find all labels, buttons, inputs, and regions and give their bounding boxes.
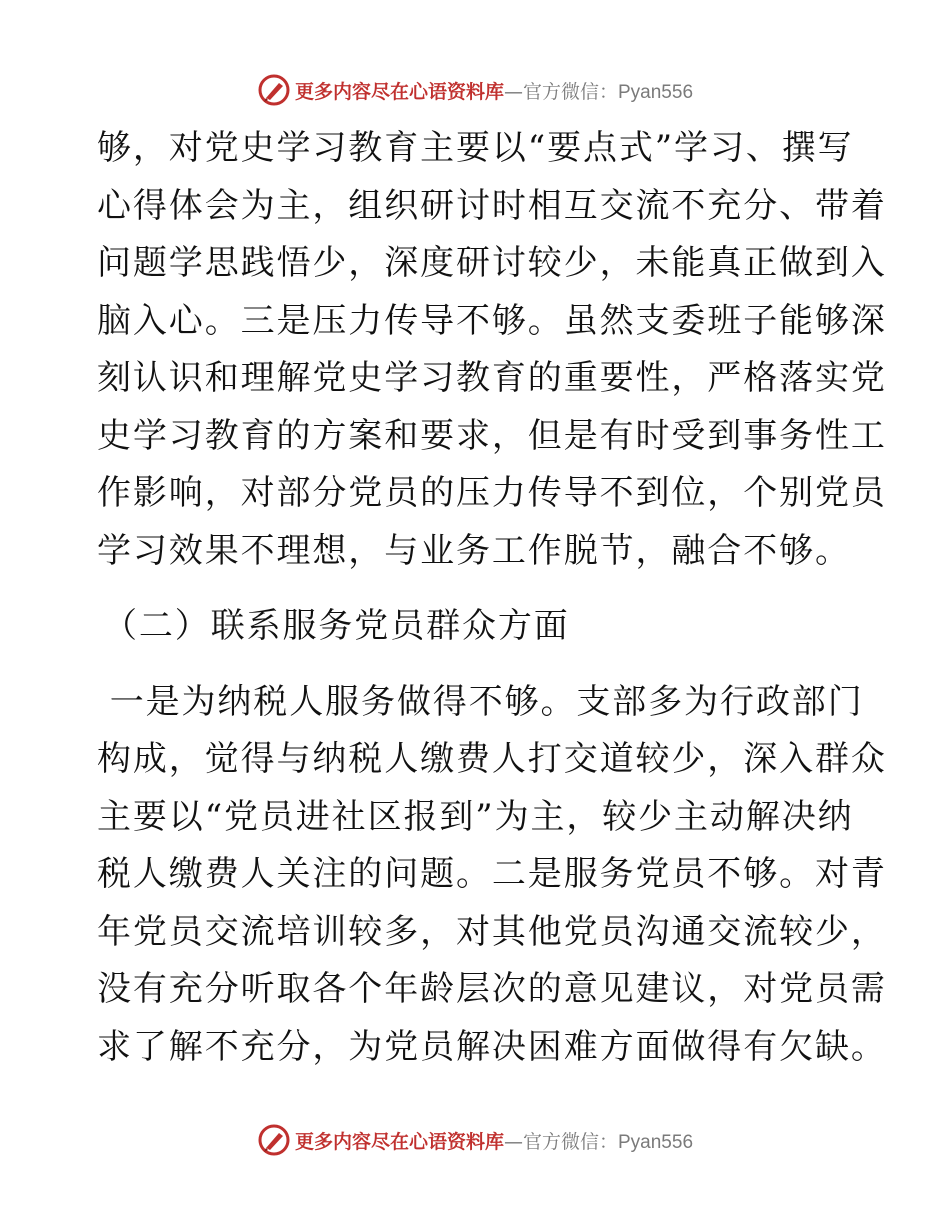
- text-line: 构成，觉得与纳税人缴费人打交道较少，深入群众: [97, 739, 887, 779]
- text-line: 学习效果不理想，与业务工作脱节，融合不够。: [97, 530, 851, 571]
- paragraph-study-education: [97, 120, 887, 580]
- text-line: 刻认识和理解党史学习教育的重要性，严格落实党: [97, 358, 887, 398]
- text-line: 没有充分听取各个年龄层次的意见建议，对党员需: [97, 969, 887, 1009]
- text-line: 够，对党史学习教育主要以“要点式”学习、撰写: [97, 128, 854, 168]
- banner-separator: —: [503, 80, 523, 103]
- banner-text: [295, 1127, 693, 1154]
- banner-promo-text: 更多内容尽在心语资料库: [294, 1130, 504, 1153]
- banner-promo-text: 更多内容尽在心语资料库: [294, 80, 504, 103]
- banner-text: [295, 77, 693, 104]
- banner-wechat-label: 官方微信：: [522, 80, 618, 103]
- banner-wechat-label: 官方微信：: [522, 1130, 618, 1153]
- text-line: 一是为纳税人服务做得不够。支部多为行政部门: [97, 681, 864, 722]
- pen-logo-icon: [257, 73, 291, 107]
- banner-wechat-id: Pyan556: [618, 81, 694, 103]
- text-line: 脑入心。三是压力传导不够。虽然支委班子能够深: [97, 300, 887, 341]
- text-line: 主要以“党员进社区报到”为主，较少主动解决纳: [97, 796, 854, 837]
- text-line: 年党员交流培训较多，对其他党员沟通交流较少，: [97, 911, 887, 952]
- text-line: 作影响，对部分党员的压力传导不到位，个别党员: [97, 473, 887, 513]
- paragraph-serve-members: [97, 674, 887, 1077]
- document-body: [97, 120, 887, 1076]
- text-line: 问题学思践悟少，深度研讨较少，未能真正做到入: [97, 243, 887, 283]
- banner-separator: —: [503, 1130, 523, 1153]
- text-line: 求了解不充分，为党员解决困难方面做得有欠缺。: [97, 1026, 887, 1067]
- header-watermark-banner: [0, 68, 950, 112]
- pen-logo-icon: [257, 1123, 291, 1157]
- banner-wechat-id: Pyan556: [618, 1131, 694, 1153]
- text-line: 史学习教育的方案和要求，但是有时受到事务性工: [97, 415, 887, 456]
- text-line: 心得体会为主，组织研讨时相互交流不充分、带着: [97, 185, 887, 226]
- section-heading: （二）联系服务党员群众方面: [103, 606, 570, 646]
- footer-watermark-banner: [0, 1118, 950, 1162]
- text-line: 税人缴费人关注的问题。二是服务党员不够。对青: [97, 854, 887, 894]
